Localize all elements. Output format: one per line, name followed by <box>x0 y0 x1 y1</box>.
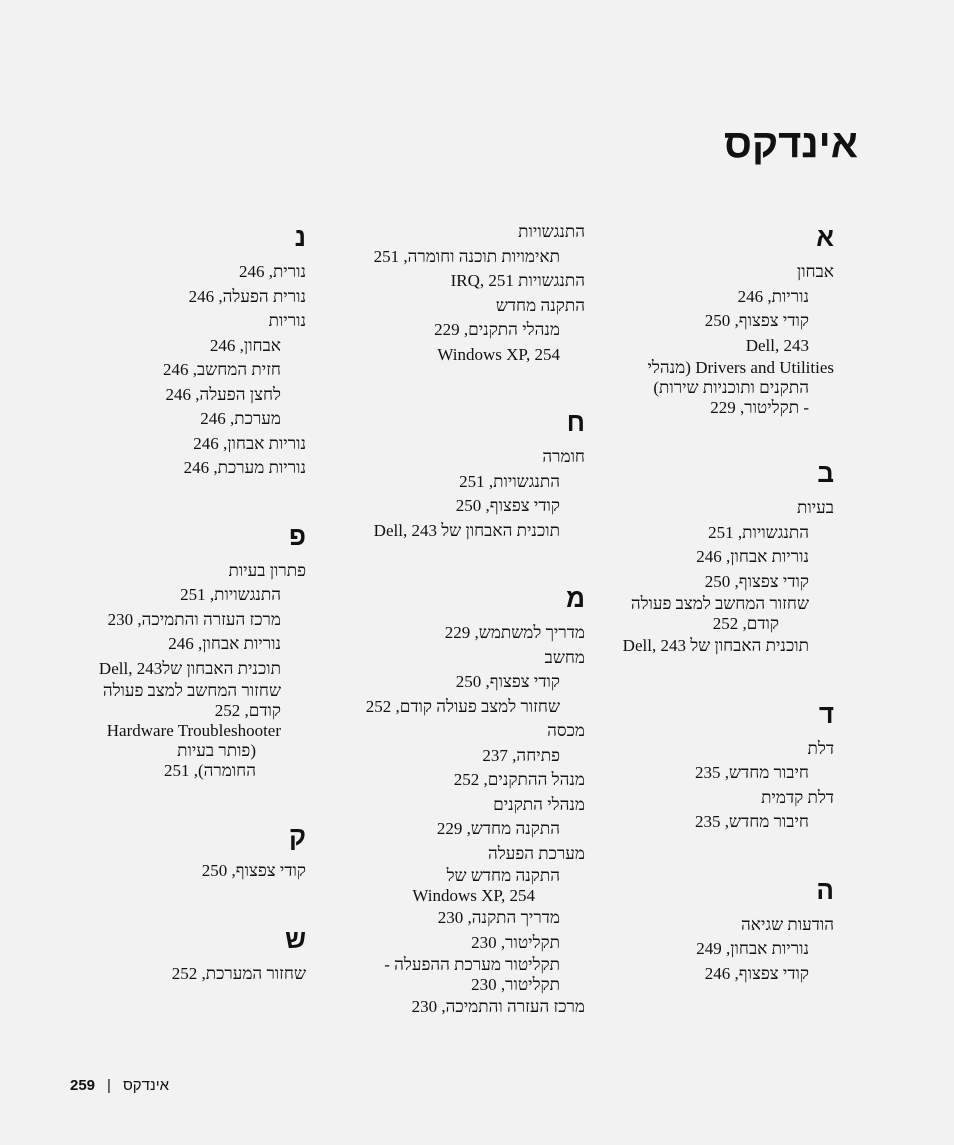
index-entry-continued: (פותר בעיות <box>177 741 256 760</box>
index-term: קודי צפצוף, 250 <box>201 861 306 880</box>
page-title: אינדקס <box>724 122 858 166</box>
index-entry: קודי צפצוף, 246 <box>704 963 809 983</box>
index-entry: שחזור המחשב למצב פעולה <box>102 681 281 700</box>
index-entry: חזית המחשב, 246 <box>162 360 281 379</box>
page-footer <box>70 1076 169 1096</box>
index-term: מרכז העזרה והתמיכה, 230 <box>411 997 585 1016</box>
index-entry: לחצן הפעלה, 246 <box>165 384 281 404</box>
index-entry: מערכת, 246 <box>200 409 281 428</box>
index-entry-continued: תקליטור, 230 <box>471 975 560 994</box>
index-entry: התקנה מחדש של <box>446 866 560 885</box>
index-entry: Hardware Troubleshooter <box>106 721 281 740</box>
index-term: מכסה <box>547 721 585 740</box>
index-entry: תאימויות תוכנה וחומרה, 251 <box>373 246 560 266</box>
footer-separator: | <box>107 1077 111 1094</box>
index-entry: קודי צפצוף, 250 <box>455 672 560 691</box>
index-term: התנגשויות IRQ, 251 <box>450 271 585 290</box>
index-term: מדריך למשתמש, 229 <box>444 623 585 642</box>
index-section-alef <box>619 220 834 418</box>
index-section-he <box>619 873 834 987</box>
page-number: 259 <box>70 1077 96 1094</box>
index-entry: מנהלי התקנים, 229 <box>434 320 560 339</box>
index-column-3 <box>76 220 306 986</box>
index-entry-continued: התקנים ותוכניות שירות) <box>653 378 809 397</box>
index-entry: חיבור מחדש, 235 <box>694 812 809 831</box>
section-letter: ב <box>817 458 834 488</box>
section-letter: פ <box>289 520 306 551</box>
index-term: פתרון בעיות <box>228 560 306 580</box>
index-entry-continued: - תקליטור, 229 <box>710 398 809 417</box>
index-entry: נוריות אבחון, 246 <box>696 547 809 566</box>
index-term: מנהלי התקנים <box>493 794 585 814</box>
index-entry: נוריות, 246 <box>737 286 809 306</box>
index-entry: התנגשויות, 251 <box>459 471 560 491</box>
section-letter: ה <box>816 874 834 905</box>
index-entry: התקנה מחדש, 229 <box>436 819 560 838</box>
index-term: מערכת הפעלה <box>487 843 585 863</box>
index-entry-continued: Windows XP, 254 <box>412 886 535 905</box>
section-letter: א <box>816 222 834 252</box>
index-entry: Drivers and Utilities (מנהלי <box>647 358 834 377</box>
index-entry: התנגשויות, 251 <box>708 522 809 542</box>
index-entry: קודי צפצוף, 250 <box>704 311 809 330</box>
index-entry: אבחון, 246 <box>209 335 281 355</box>
index-section-shin <box>76 922 306 987</box>
footer-label: אינדקס <box>122 1077 170 1094</box>
index-term: נוריות אבחון, 246 <box>193 433 306 453</box>
index-term: התנגשויות <box>518 222 585 241</box>
index-entry: נוריות אבחון, 249 <box>696 939 809 958</box>
index-entry: תוכנית האבחון של Dell, 243 <box>622 636 809 655</box>
index-section-qof <box>76 819 306 884</box>
index-entry: תקליטור, 230 <box>471 932 560 952</box>
index-entry: התנגשויות, 251 <box>180 585 281 604</box>
index-term: שחזור המערכת, 252 <box>171 963 306 983</box>
index-term: נורית, 246 <box>238 262 306 281</box>
index-term: הודעות שגיאה <box>741 914 834 934</box>
index-term: אבחון <box>796 262 834 281</box>
index-term: דלת קדמית <box>761 787 834 807</box>
index-term: מנהל ההתקנים, 252 <box>453 770 585 789</box>
index-term: התקנה מחדש <box>495 295 585 315</box>
index-entry: תוכנית האבחון שלDell, 243 <box>98 658 281 678</box>
index-entry-continued: קודם, 252 <box>214 701 281 720</box>
index-entry: שחזור למצב פעולה קודם, 252 <box>365 696 560 716</box>
index-section-mem <box>355 581 585 1020</box>
index-column-1 <box>619 220 834 986</box>
index-entry: Dell, 243 <box>745 335 809 355</box>
index-section-nun <box>76 220 306 481</box>
index-entry: תוכנית האבחון של Dell, 243 <box>373 520 560 540</box>
section-letter: מ <box>566 583 585 613</box>
section-letter: ש <box>285 923 306 954</box>
index-entry: מדריך התקנה, 230 <box>437 908 560 927</box>
index-entry: Windows XP, 254 <box>437 344 560 364</box>
index-entry: חיבור מחדש, 235 <box>694 763 809 782</box>
index-column-2 <box>355 220 585 1020</box>
index-entry: קודי צפצוף, 250 <box>455 496 560 515</box>
index-term: בעיות <box>797 498 834 517</box>
section-letter: ק <box>289 821 306 851</box>
index-term: נוריות <box>268 311 306 330</box>
section-letter: נ <box>294 222 306 252</box>
index-term: נוריות מערכת, 246 <box>183 458 306 477</box>
index-term: מחשב <box>544 647 585 667</box>
index-section-bet <box>619 456 834 659</box>
index-section-continued <box>355 220 585 367</box>
index-entry: תקליטור מערכת ההפעלה - <box>384 955 560 974</box>
index-term: חומרה <box>542 447 585 466</box>
index-entry-continued: קודם, 252 <box>712 614 779 633</box>
index-entry: פתיחה, 237 <box>482 745 560 765</box>
index-entry: נוריות אבחון, 246 <box>168 634 281 653</box>
index-entry: מרכז העזרה והתמיכה, 230 <box>107 609 281 629</box>
index-section-het <box>355 405 585 543</box>
index-section-dalet <box>619 697 834 835</box>
index-term: דלת <box>807 738 834 758</box>
section-letter: ח <box>566 407 585 437</box>
index-term: נורית הפעלה, 246 <box>188 286 306 306</box>
index-entry-continued: החומרה), 251 <box>163 761 256 780</box>
section-letter: ד <box>818 698 834 729</box>
index-entry: קודי צפצוף, 250 <box>704 571 809 591</box>
index-section-pe <box>76 519 306 782</box>
index-entry: שחזור המחשב למצב פעולה <box>630 594 809 613</box>
